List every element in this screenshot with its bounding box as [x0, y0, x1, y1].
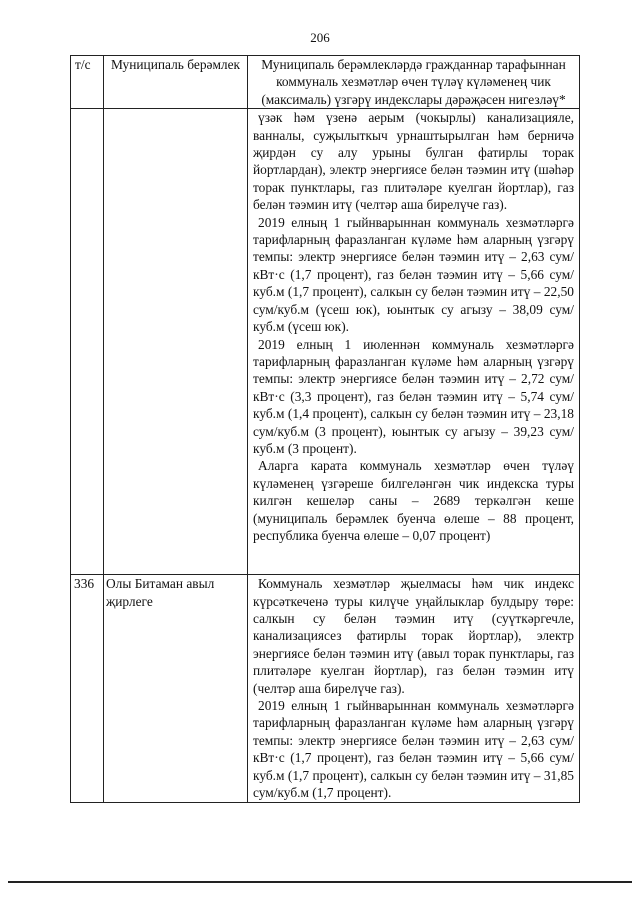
- description-paragraph: Коммуналь хезмәтләр җыелмасы һәм чик индекс күрсәткеченә туры килүче уңайлыклар булдыру төре: салкын су белән тәэмин итү (суүткәргечле, канализациясез фатирлы торак йортлар), электр энергиясе белән тәэмин итү (авыл торак пунктлары, газ плитәләре куелган йортлар), газ белән тәэмин итү (челтәр аша бирелүче газ).: [253, 576, 574, 696]
- row-number: 336: [71, 575, 104, 802]
- description-paragraph: Аларга карата коммуналь хезмәтләр өчен түләү күләменең үзгәреше билгеләнгән чик индекска туры килгән кешеләр саны – 2689 теркәлгән кеше (муниципаль берәмлек буенча өлеше – 88 процент, республика буенча өлеше – 0,07 процент): [253, 458, 574, 543]
- row-description: [248, 575, 580, 802]
- page-bottom-rule: [8, 881, 632, 883]
- header-justification: Муниципаль берәмлекләрдә гражданнар тарафыннан коммуналь хезмәтләр өчен түләү күләменең чик (максималь) үзгәрү индекслары дәрәҗәсен нигезләү*: [248, 56, 580, 109]
- row-municipality: [104, 109, 248, 575]
- row-municipality: Олы Битаман авыл җирлеге: [104, 575, 248, 802]
- description-paragraph: 2019 елның 1 гыйнварыннан коммуналь хезмәтләргә тарифларның фаразланган күләме һәм аларның үзгәрү темпы: электр энергиясе белән тәэмин итү – 2,63 сум/кВт·с (1,7 процент), газ белән тәэмин итү – 5,66 сум/куб.м (1,7 процент), салкын су белән тәэмин итү – 31,85 сум/куб.м (1,7 процент).: [253, 698, 574, 801]
- row-number: [71, 109, 104, 575]
- description-paragraph: 2019 елның 1 июленнән коммуналь хезмәтләргә тарифларның фаразланган күләме һәм аларның үзгәрү темпы: электр энергиясе белән тәэмин итү – 2,72 сум/кВт·с (3,3 процент), газ белән тәэмин итү – 5,74 сум/куб.м (1,4 процент), салкын су белән тәэмин итү – 23,18 сум/куб.м (3 процент), юынтык су агызу – 39,23 сум/куб.м (3 процент).: [253, 336, 574, 456]
- header-municipality: Муниципаль берәмлек: [104, 56, 248, 109]
- row-description: [248, 109, 580, 575]
- table-row: [71, 109, 580, 575]
- table-header-row: [71, 56, 580, 109]
- header-number: т/с: [71, 56, 104, 109]
- page-number: 206: [310, 30, 330, 45]
- description-paragraph: үзәк һәм үзенә аерым (чокырлы) канализацияле, ванналы, суҗылыткыч урнаштырылган һәм берничә җирдән су алу урыны булган фатирлы торак йортлардан), электр энергиясе белән тәэмин итү (шәһәр торак пунктлары, газ плитәләре куелган йортлар), газ белән тәэмин итү (челтәр аша бирелүче газ).: [253, 110, 574, 213]
- indices-table: [70, 55, 580, 803]
- table-row: [71, 575, 580, 802]
- description-paragraph: 2019 елның 1 гыйнварыннан коммуналь хезмәтләргә тарифларның фаразланган күләме һәм аларның үзгәрү темпы: электр энергиясе белән тәэмин итү – 2,63 сум/кВт·с (1,7 процент), газ белән тәэмин итү – 5,66 сум/куб.м (1,7 процент), салкын су белән тәэмин итү – 22,50 сум/куб.м (үсеш юк), юынтык су агызу – 38,09 сум/куб.м (үсеш юк).: [253, 214, 574, 335]
